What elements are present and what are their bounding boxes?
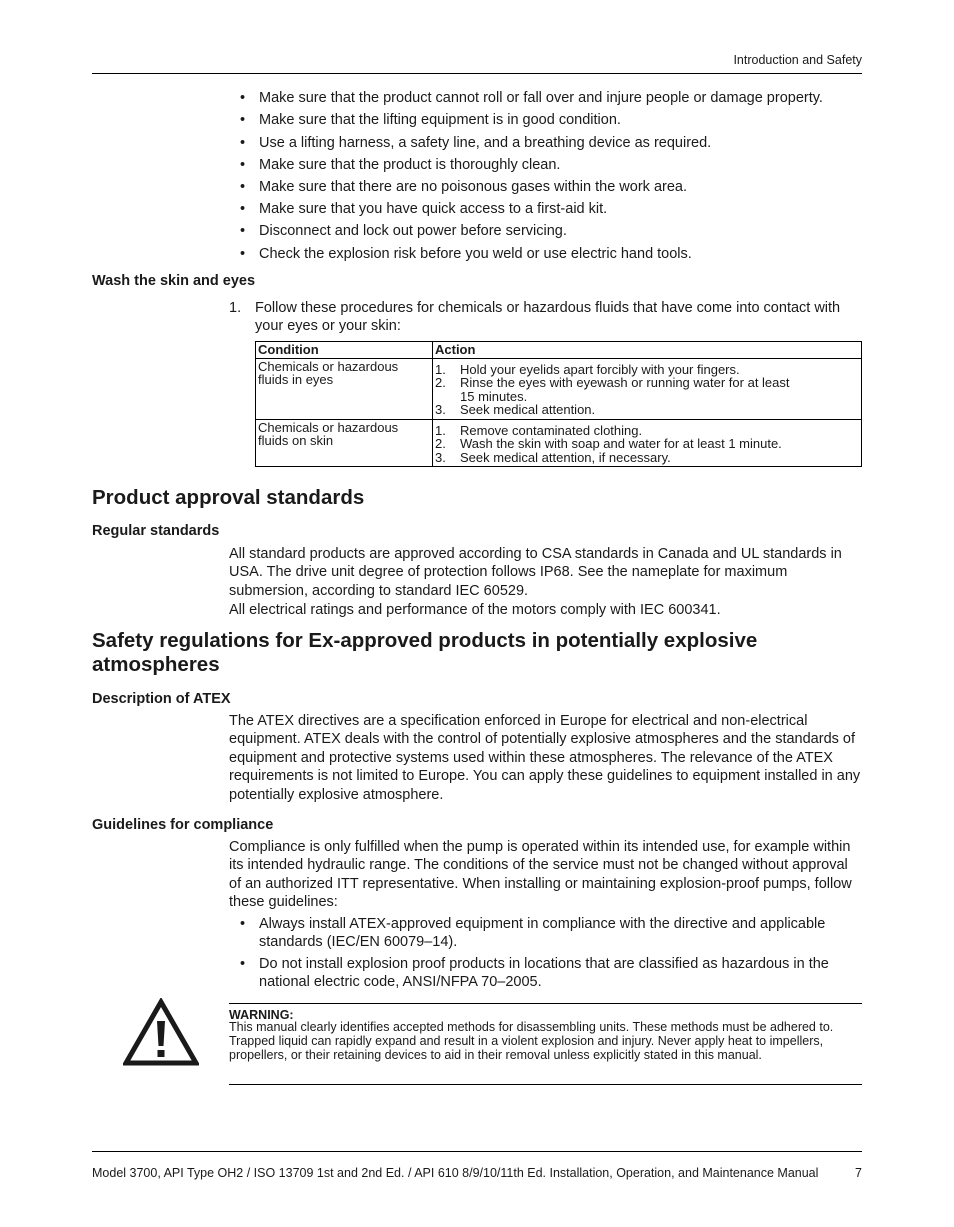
column-header-condition: Condition <box>256 342 433 359</box>
list-item: 1. Hold your eyelids apart forcibly with your fingers. <box>435 361 740 377</box>
column-header-action: Action <box>433 342 862 359</box>
running-header: Introduction and Safety <box>733 53 862 67</box>
compliance-bullet-list <box>240 915 862 991</box>
list-item: 2. Rinse the eyes with eyewash or running water for at least 15 minutes. <box>435 375 790 404</box>
page-number: 7 <box>855 1166 862 1180</box>
product-approval-heading: Product approval standards <box>92 486 365 509</box>
list-item: • Make sure that the product cannot roll or fall over and injure people or damage property. <box>240 89 862 107</box>
list-item: 1. Remove contaminated clothing. <box>435 422 643 438</box>
atex-paragraph: The ATEX directives are a specification enforced in Europe for electrical and non-electrical equipment. ATEX deals with the control of potentially explosive atmospheres and the standards of equipment and protective systems used within these atmospheres. The relevance of the ATEX requirements is not limited to Europe. You can apply these guidelines to equipment installed in any potentially explosive atmosphere. <box>229 713 861 803</box>
condition-cell: Chemicals or hazardous fluids in eyes <box>256 358 433 419</box>
step-number: 1. <box>229 300 242 316</box>
regular-standards-heading: Regular standards <box>92 523 220 539</box>
list-item: 3. Seek medical attention, if necessary. <box>435 449 671 465</box>
list-item: • Use a lifting harness, a safety line, and a breathing device as required. <box>240 134 862 152</box>
table-row <box>256 358 862 419</box>
table-row <box>256 419 862 467</box>
list-item: • Check the explosion risk before you weld or use electric hand tools. <box>240 245 862 263</box>
list-item: • Make sure that the product is thoroughly clean. <box>240 156 862 174</box>
list-item: • Make sure that there are no poisonous gases within the work area. <box>240 178 862 196</box>
action-steps <box>435 360 859 418</box>
step-text: Follow these procedures for chemicals or hazardous fluids that have come into contact with your eyes or your skin: <box>255 300 841 334</box>
list-item: • Always install ATEX-approved equipment in compliance with the directive and applicable standards (IEC/EN 60079–14). <box>240 915 862 951</box>
footer-rule <box>92 1151 862 1152</box>
list-item: 2. Wash the skin with soap and water for at least 1 minute. <box>435 436 782 451</box>
footer-manual-title: Model 3700, API Type OH2 / ISO 13709 1st and 2nd Ed. / API 610 8/9/10/11th Ed. Installation, Operation, and Maintenance Manual <box>92 1166 819 1180</box>
action-cell <box>433 419 862 467</box>
first-aid-table <box>255 341 862 467</box>
electrical-ratings-paragraph: All electrical ratings and performance of the motors comply with IEC 600341. <box>229 602 721 618</box>
atex-heading: Description of ATEX <box>92 691 231 707</box>
list-item: • Disconnect and lock out power before servicing. <box>240 222 862 240</box>
warning-title: WARNING: <box>229 1008 294 1022</box>
warning-triangle-icon <box>123 998 199 1071</box>
action-steps <box>435 421 859 466</box>
regular-standards-paragraph: All standard products are approved according to CSA standards in Canada and UL standards in USA. The drive unit degree of protection follows IP68. See the nameplate for maximum submersion, according to standard IEC 60529. <box>229 546 842 599</box>
warning-bottom-rule <box>229 1084 862 1085</box>
compliance-heading: Guidelines for compliance <box>92 817 274 833</box>
action-cell <box>433 358 862 419</box>
list-item: • Make sure that you have quick access to a first-aid kit. <box>240 200 862 218</box>
safety-bullet-list <box>240 89 862 263</box>
compliance-paragraph: Compliance is only fulfilled when the pump is operated within its intended use, for example within its intended hydraulic range. The conditions of the service must not be changed without approval of an authorized ITT representative. When installing or maintaining explosion-proof pumps, follow these guidelines: <box>229 839 852 911</box>
list-item: • Do not install explosion proof products in locations that are classified as hazardous in the national electric code, ANSI/NFPA 70–2005. <box>240 955 862 991</box>
list-item: 3. Seek medical attention. <box>435 402 596 417</box>
list-item: • Make sure that the lifting equipment is in good condition. <box>240 111 862 129</box>
header-rule <box>92 73 862 74</box>
condition-cell: Chemicals or hazardous fluids on skin <box>256 419 433 467</box>
warning-top-rule <box>229 1003 862 1004</box>
wash-heading: Wash the skin and eyes <box>92 273 256 289</box>
safety-regulations-heading: Safety regulations for Ex-approved products in potentially explosive atmospheres <box>92 629 758 676</box>
warning-text: This manual clearly identifies accepted methods for disassembling units. These methods must be adhered to. Trapped liquid can rapidly expand and result in a violent explosion and injury. Never apply heat to impellers, propellers, or their retaining devices to aid in their removal unless explicitly stated in this manual. <box>229 1020 834 1062</box>
table-header-row <box>256 342 862 359</box>
